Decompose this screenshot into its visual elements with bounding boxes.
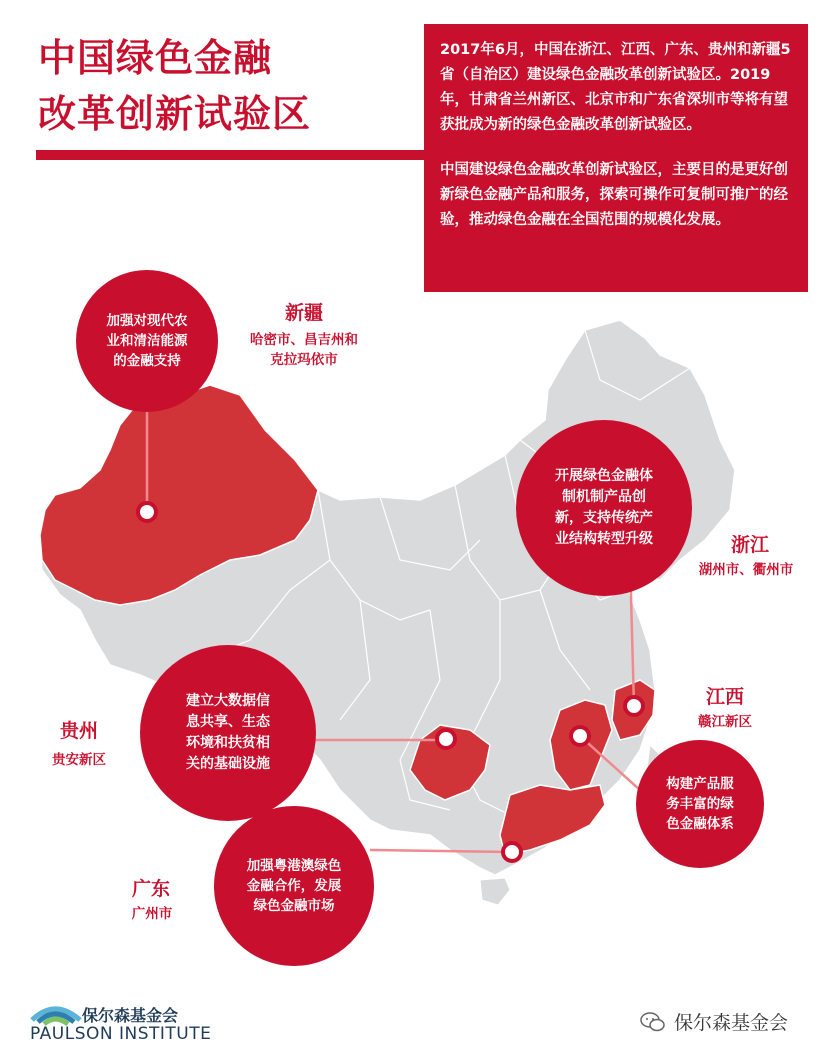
zhejiang-callout-line-2: 制机制产品创 (562, 489, 646, 505)
guangdong-callout-line-2: 金融合作，发展 (246, 878, 342, 894)
logo-english-name: PAULSON INSTITUTE (30, 1024, 212, 1044)
title-line-2: 改革创新试验区 (38, 92, 312, 136)
info-paragraph-1: 2017年6月，中国在浙江、江西、广东、贵州和新疆5省（自治区）建设绿色金融改革创新试验区。2019年，甘肃省兰州新区、北京市和广东省深圳市等将有望获批成为新的绿色金融改革创新试验区。 (440, 42, 791, 133)
jiangxi-callout-line-2: 务丰富的绿 (666, 796, 734, 812)
guangdong-marker (503, 843, 521, 861)
zhejiang-name: 浙江 (730, 534, 769, 556)
jiangxi-callout-line-3: 色金融体系 (666, 816, 734, 832)
guangdong-name: 广东 (131, 878, 170, 900)
guizhou-callout-line-3: 环境和扶贫相 (186, 735, 270, 751)
jiangxi-name: 江西 (705, 686, 744, 708)
guizhou-callout-line-2: 息共享、生态 (186, 714, 270, 730)
zhejiang-callout-line-1: 开展绿色金融体 (555, 468, 653, 484)
xinjiang-cities-line-2: 克拉玛依市 (270, 352, 338, 368)
guizhou-callout-line-1: 建立大数据信 (186, 693, 270, 709)
xinjiang-callout-line-2: 业和清洁能源 (106, 333, 188, 349)
guangdong-callout-line-3: 绿色金融市场 (253, 898, 335, 914)
xinjiang-name: 新疆 (284, 302, 323, 324)
jiangxi-marker (571, 727, 589, 745)
title-line-1: 中国绿色金融 (38, 36, 273, 80)
jiangxi-callout-line-1: 构建产品服 (666, 776, 734, 792)
wechat-icon (640, 1012, 666, 1032)
xinjiang-callout-line-3: 的金融支持 (113, 353, 181, 369)
wechat-watermark (640, 1008, 788, 1035)
hainan-island (480, 878, 510, 905)
logo-chinese-name: 保尔森基金会 (82, 1006, 179, 1025)
xinjiang-callout (76, 270, 218, 412)
guizhou-callout-line-4: 关的基础设施 (186, 756, 270, 772)
info-paragraph-2: 中国建设绿色金融改革创新试验区，主要目的是更好创新绿色金融产品和服务，探索可操作可复制可推广的经验，推动绿色金融在全国范围的规模化发展。 (440, 162, 788, 228)
jiangxi-callout (636, 740, 764, 868)
guizhou-name: 贵州 (59, 720, 98, 742)
guizhou-callout (140, 645, 316, 821)
guizhou-marker (437, 730, 455, 748)
guangdong-callout-line-1: 加强粤港澳绿色 (246, 858, 342, 874)
zhejiang-cities: 湖州市、衢州市 (698, 562, 794, 578)
xinjiang-cities-line-1: 哈密市、昌吉州和 (250, 332, 358, 348)
guangdong-callout (214, 806, 374, 966)
xinjiang-marker (138, 503, 156, 521)
zhejiang-callout-line-4: 业结构转型升级 (555, 531, 653, 547)
zhejiang-callout (516, 420, 692, 596)
jiangxi-cities: 赣江新区 (698, 714, 752, 730)
zhejiang-callout-line-3: 新，支持传统产 (555, 510, 653, 526)
xinjiang-callout-line-1: 加强对现代农 (106, 313, 188, 329)
guizhou-cities: 贵安新区 (52, 752, 106, 768)
xinjiang-cities (234, 330, 374, 370)
guangdong-cities: 广州市 (131, 906, 173, 922)
wechat-account-name: 保尔森基金会 (674, 1012, 789, 1034)
zhejiang-marker (625, 697, 643, 715)
